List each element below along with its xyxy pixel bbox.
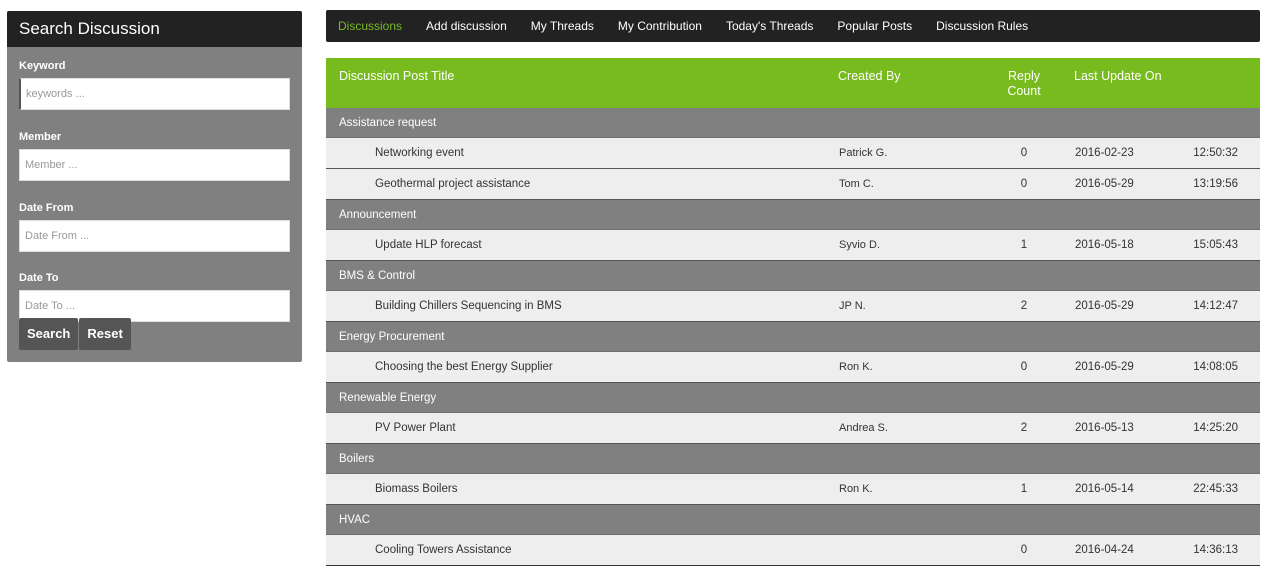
- date-to-label: Date To: [19, 272, 59, 284]
- post-author: Ron K.: [839, 483, 873, 495]
- post-author: Ron K.: [839, 361, 873, 373]
- last-update-time: 22:45:33: [1193, 483, 1238, 495]
- date-from-input[interactable]: [19, 220, 290, 252]
- nav-item-discussion-rules[interactable]: Discussion Rules: [936, 19, 1029, 33]
- reply-count: 2: [1020, 300, 1028, 312]
- table-row[interactable]: [326, 535, 1260, 566]
- last-update-date: 2016-05-14: [1075, 483, 1134, 495]
- column-header-reply-count: Reply Count: [1007, 69, 1041, 98]
- reply-count: 1: [1020, 239, 1028, 251]
- last-update-date: 2016-05-13: [1075, 422, 1134, 434]
- post-author: Syvio D.: [839, 239, 880, 251]
- reply-count: 0: [1020, 178, 1028, 190]
- nav-item-today-s-threads[interactable]: Today's Threads: [725, 19, 814, 33]
- post-author: Tom C.: [839, 178, 874, 190]
- post-author: Patrick G.: [839, 147, 888, 159]
- category-row: Announcement: [326, 200, 1260, 230]
- search-actions: [19, 318, 132, 350]
- last-update-time: 14:25:20: [1193, 422, 1238, 434]
- last-update-date: 2016-04-24: [1075, 544, 1134, 556]
- nav-item-discussions[interactable]: Discussions: [338, 19, 403, 33]
- table-row[interactable]: [326, 474, 1260, 505]
- post-title-link[interactable]: PV Power Plant: [375, 422, 456, 434]
- category-row: HVAC: [326, 505, 1260, 535]
- keyword-input[interactable]: [19, 78, 290, 110]
- nav-item-add-discussion[interactable]: Add discussion: [426, 19, 507, 33]
- discussion-nav: [326, 10, 1260, 42]
- post-title-link[interactable]: Biomass Boilers: [375, 483, 458, 495]
- nav-item-my-threads[interactable]: My Threads: [530, 19, 594, 33]
- table-row[interactable]: [326, 291, 1260, 322]
- last-update-time: 14:08:05: [1193, 361, 1238, 373]
- keyword-label: Keyword: [19, 60, 66, 72]
- search-button[interactable]: Search: [19, 318, 78, 350]
- reply-count: 1: [1020, 483, 1028, 495]
- category-row: Energy Procurement: [326, 322, 1260, 352]
- keyword-field-group: [7, 59, 302, 110]
- last-update-date: 2016-05-29: [1075, 300, 1134, 312]
- post-title-link[interactable]: Choosing the best Energy Supplier: [375, 361, 553, 373]
- table-row[interactable]: [326, 413, 1260, 444]
- date-from-label: Date From: [19, 202, 74, 214]
- table-row[interactable]: [326, 230, 1260, 261]
- post-author: JP N.: [839, 300, 866, 312]
- reply-count: 2: [1020, 422, 1028, 434]
- last-update-time: 14:36:13: [1193, 544, 1238, 556]
- last-update-date: 2016-05-18: [1075, 239, 1134, 251]
- discussion-table: [326, 58, 1260, 566]
- nav-item-my-contribution[interactable]: My Contribution: [617, 19, 702, 33]
- table-body: [326, 108, 1260, 566]
- member-field-group: [7, 130, 302, 181]
- last-update-time: 12:50:32: [1193, 147, 1238, 159]
- member-label: Member: [19, 131, 62, 143]
- last-update-date: 2016-02-23: [1075, 147, 1134, 159]
- table-header: [326, 58, 1260, 108]
- post-title-link[interactable]: Networking event: [375, 147, 464, 159]
- member-input[interactable]: [19, 149, 290, 181]
- category-row: Renewable Energy: [326, 383, 1260, 413]
- search-panel-title: Search Discussion: [7, 11, 302, 47]
- column-header-title: Discussion Post Title: [339, 69, 455, 83]
- column-header-created-by: Created By: [838, 69, 901, 83]
- last-update-date: 2016-05-29: [1075, 178, 1134, 190]
- date-from-field-group: [7, 201, 302, 252]
- last-update-date: 2016-05-29: [1075, 361, 1134, 373]
- reset-button[interactable]: Reset: [79, 318, 130, 350]
- category-row: Assistance request: [326, 108, 1260, 138]
- column-header-last-update: Last Update On: [1074, 69, 1162, 83]
- reply-count: 0: [1020, 544, 1028, 556]
- post-author: Andrea S.: [839, 422, 888, 434]
- post-title-link[interactable]: Building Chillers Sequencing in BMS: [375, 300, 562, 312]
- table-row[interactable]: [326, 169, 1260, 200]
- post-title-link[interactable]: Geothermal project assistance: [375, 178, 531, 190]
- post-title-link[interactable]: Update HLP forecast: [375, 239, 482, 251]
- search-panel: [7, 11, 302, 362]
- last-update-time: 14:12:47: [1193, 300, 1238, 312]
- category-row: Boilers: [326, 444, 1260, 474]
- category-row: BMS & Control: [326, 261, 1260, 291]
- nav-item-popular-posts[interactable]: Popular Posts: [837, 19, 913, 33]
- reply-count: 0: [1020, 147, 1028, 159]
- table-row[interactable]: [326, 352, 1260, 383]
- post-title-link[interactable]: Cooling Towers Assistance: [375, 544, 512, 556]
- reply-count: 0: [1020, 361, 1028, 373]
- last-update-time: 15:05:43: [1193, 239, 1238, 251]
- date-to-field-group: [7, 271, 302, 322]
- table-row[interactable]: [326, 138, 1260, 169]
- last-update-time: 13:19:56: [1193, 178, 1238, 190]
